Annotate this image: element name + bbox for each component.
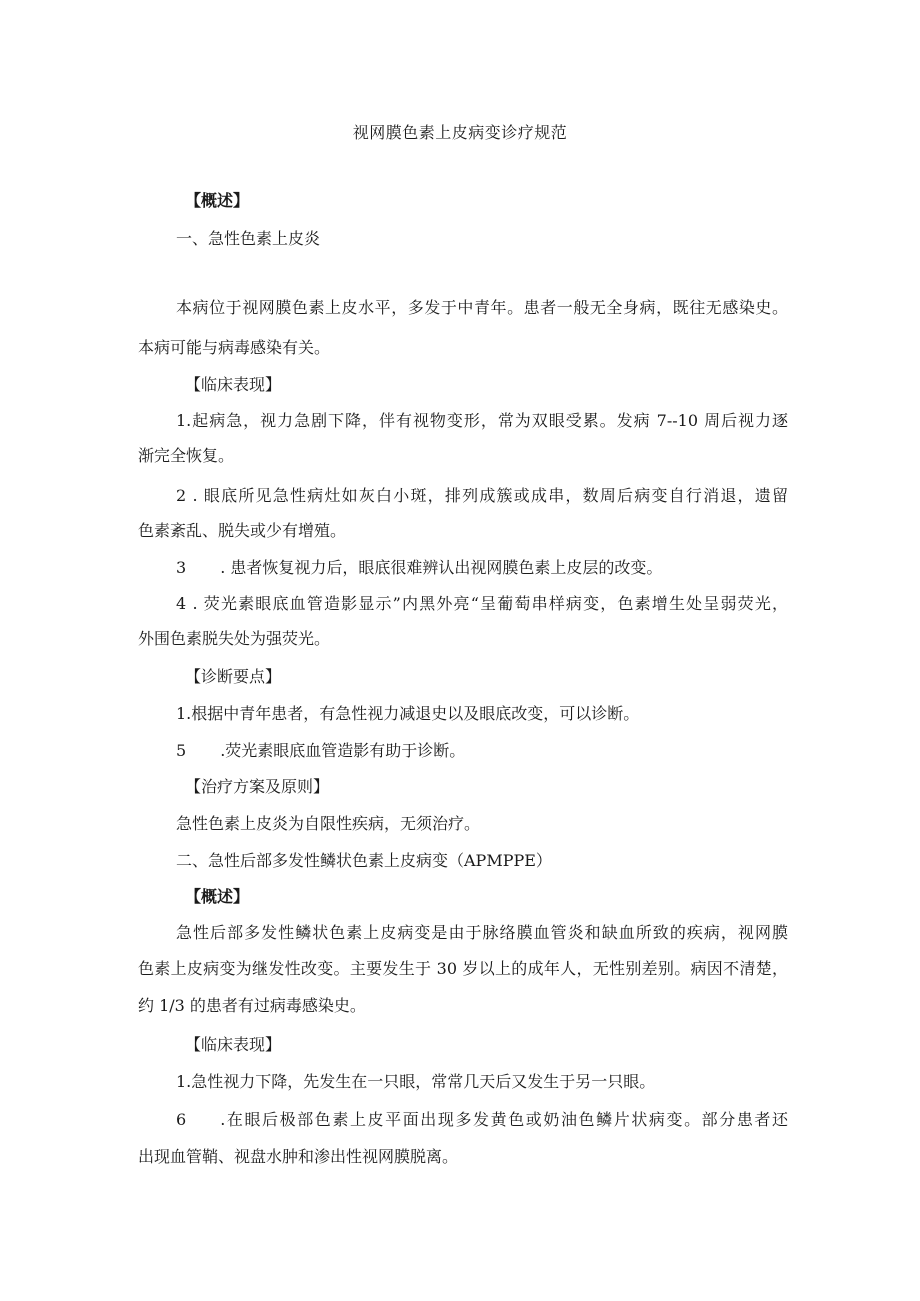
section1-clinical-item2-line1 bbox=[176, 485, 788, 507]
section1-paragraph-line2: 本病可能与病毒感染有关。 bbox=[138, 338, 331, 357]
section2-overview-heading: 【概述】 bbox=[185, 887, 250, 906]
section2-clinical-item2-line2: 出现血管鞘、视盘水肿和渗出性视网膜脱离。 bbox=[138, 1147, 459, 1166]
section1-clinical-heading: 【临床表现】 bbox=[185, 375, 282, 394]
section2-paragraph-line3: 约 1/3 的患者有过病毒感染史。 bbox=[138, 996, 366, 1015]
item-text: . 眼底所见急性病灶如灰白小斑，排列成簇或成串，数周后病变自行消退，遗留 bbox=[192, 486, 788, 505]
section1-diagnosis-heading: 【诊断要点】 bbox=[185, 667, 282, 686]
section2-paragraph-line2: 色素上皮病变为继发性改变。主要发生于 30 岁以上的成年人，无性别差别。病因不清楚， bbox=[138, 959, 788, 978]
section1-diagnosis-item2 bbox=[176, 740, 788, 762]
item-text: .在眼后极部色素上皮平面出现多发黄色或奶油色鳞片状病变。部分患者还 bbox=[220, 1110, 788, 1129]
section1-clinical-item1-line1: 1.起病急，视力急剧下降，伴有视物变形，常为双眼受累。发病 7--10 周后视力逐 bbox=[176, 411, 788, 430]
section1-treatment-heading: 【治疗方案及原则】 bbox=[185, 777, 330, 796]
section1-diagnosis-item1: 1.根据中青年患者，有急性视力减退史以及眼底改变，可以诊断。 bbox=[176, 704, 640, 723]
section2-paragraph-line1: 急性后部多发性鳞状色素上皮病变是由于脉络膜血管炎和缺血所致的疾病，视网膜 bbox=[176, 923, 788, 942]
document-title: 视网膜色素上皮病变诊疗规范 bbox=[352, 123, 568, 142]
section2-clinical-heading: 【临床表现】 bbox=[185, 1035, 282, 1054]
item-text: . 荧光素眼底血管造影显示”内黑外亮“呈葡萄串样病变，色素增生处呈弱荧光， bbox=[192, 594, 788, 613]
item-text: .荧光素眼底血管造影有助于诊断。 bbox=[220, 741, 466, 760]
item-number: 3 bbox=[176, 558, 187, 577]
section1-overview-heading: 【概述】 bbox=[185, 191, 250, 210]
item-number: 5 bbox=[176, 741, 187, 760]
section1-clinical-item1-line2: 渐完全恢复。 bbox=[138, 446, 235, 465]
section1-clinical-item2-line2: 色素紊乱、脱失或少有增殖。 bbox=[138, 521, 347, 540]
section1-clinical-item3 bbox=[176, 557, 788, 579]
section2-clinical-item2-line1 bbox=[176, 1109, 788, 1131]
section1-treatment-text: 急性色素上皮炎为自限性疾病，无须治疗。 bbox=[176, 814, 481, 833]
item-text: . 患者恢复视力后，眼底很难辨认出视网膜色素上皮层的改变。 bbox=[220, 558, 663, 577]
item-number: 4 bbox=[176, 594, 187, 613]
section2-title: 二、急性后部多发性鳞状色素上皮病变（APMPPE） bbox=[176, 851, 552, 870]
item-number: 6 bbox=[176, 1110, 187, 1129]
section1-paragraph-line1: 本病位于视网膜色素上皮水平，多发于中青年。患者一般无全身病，既往无感染史。 bbox=[176, 298, 788, 317]
section1-clinical-item4-line1 bbox=[176, 593, 788, 615]
item-number: 2 bbox=[176, 486, 187, 505]
section2-clinical-item1: 1.急性视力下降，先发生在一只眼，常常几天后又发生于另一只眼。 bbox=[176, 1072, 656, 1091]
section1-clinical-item4-line2: 外围色素脱失处为强荧光。 bbox=[138, 629, 331, 648]
section1-title: 一、急性色素上皮炎 bbox=[176, 229, 321, 248]
